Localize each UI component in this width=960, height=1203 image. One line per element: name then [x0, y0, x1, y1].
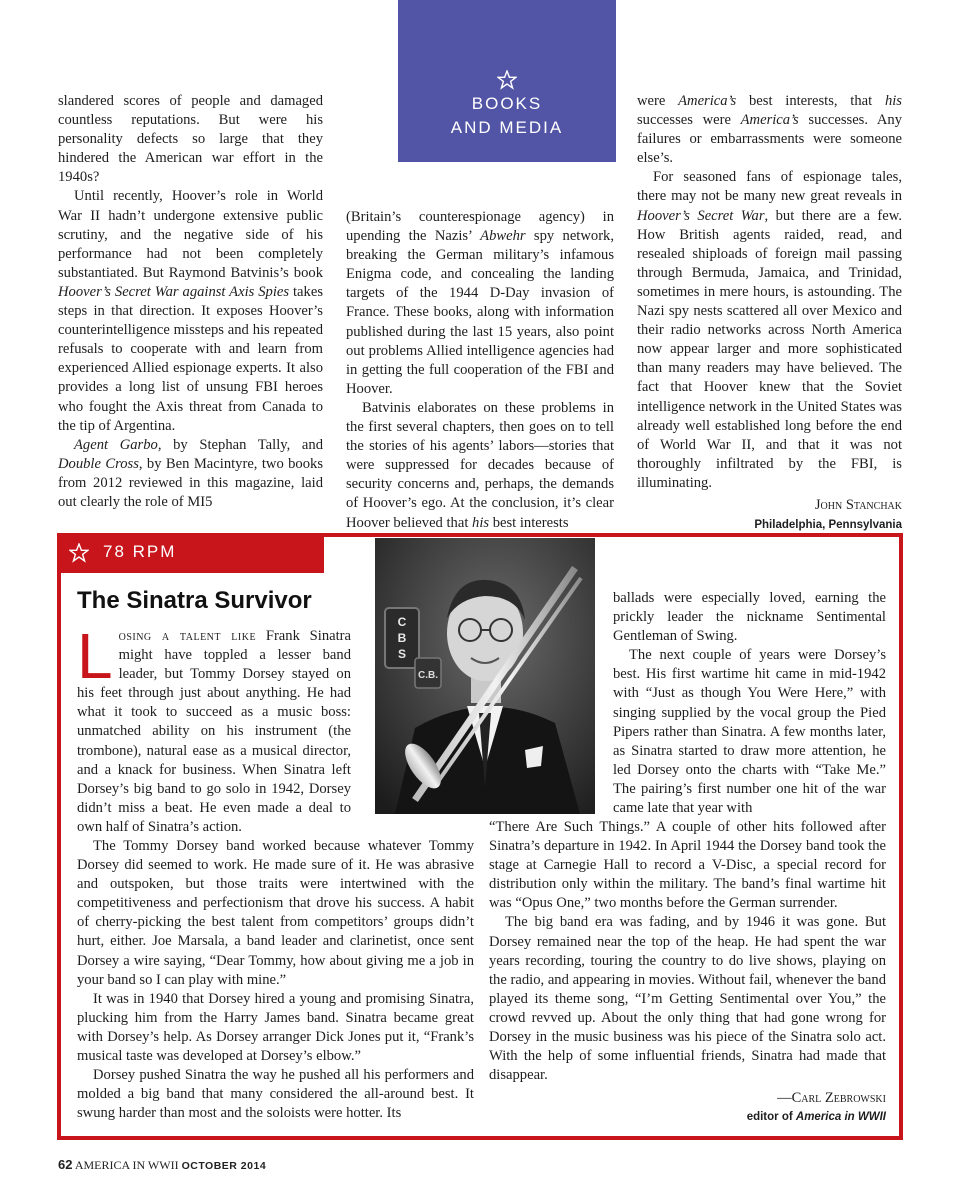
books-and-media-banner	[398, 0, 616, 162]
review-paragraph: slandered scores of people and damaged countless reputations. But were his personality defects so large that they hindered the American war effort in the 1940s?	[58, 93, 323, 186]
rpm-paragraph: “There Are Such Things.” A couple of other hits followed after Sinatra’s departure in 1942. In April 1944 the Dorsey band took the stage at Carnegie Hall to record a V-Disc, a special record for distribution only within the military. The band’s final wartime hit was “Opus One,” two months before the German surrender.	[489, 819, 886, 912]
mic-letter: B	[397, 631, 407, 645]
review-author-location: Philadelphia, Pennsylvania	[754, 519, 902, 532]
review-paragraph: For seasoned fans of espionage tales, there may not be many new great reveals in Hoover’s Secret War, but there are a few. How British agents raided, read, and resealed shiploads of foreign mail passing through Bermuda, Jamaica, and Trinidad, sometimes in mere hours, is astounding. The Nazi spy nests scattered all over Mexico and their radio networks across North America now appear larger and more sophisticated than many readers may have believed. The fact that Hoover knew that the Soviet intelligence network in the United States was already well established long before the end of World War II, and that it was not thoroughly infiltrated by the FBI, is illuminating.	[637, 169, 902, 491]
magazine-name: AMERICA IN WWII	[74, 1158, 179, 1172]
review-column-1	[58, 92, 323, 512]
review-column-2	[346, 208, 614, 533]
book-title: Hoover’s Secret War against Axis Spies	[58, 283, 290, 300]
rpm-paragraph: The big band era was fading, and by 1946 it was gone. But Dorsey remained near the top of the heap. He had spent the war years recording, touring the country to do live shows, playing on the radio, and appearing in movies. Without fail, whenever the band played its theme song, “I’m Getting Sentimental over You,” the crowd revved up. About the only thing that had gone wrong for Dorsey in the music business was his piece of the Sinatra solo act. With the help of some influential friends, Sinatra had made that disappear.	[489, 914, 886, 1084]
rpm-paragraph: ballads were especially loved, earning the prickly leader the nickname Sentimental Gentleman of Swing.	[613, 590, 886, 645]
rpm-paragraph: The Tommy Dorsey band worked because whatever Tommy Dorsey did seemed to work. He made sure of it. He was abrasive and outspoken, but those traits were intertwined with the competitiveness and perfectionism that drove his success. A habit of cherry-picking the best talent from competitors’ groups didn’t hurt, either. Joe Marsala, a band leader and clarinetist, once sent Dorsey a wire saying, “Dear Tommy, how about giving me a job in your band so I can play with mine.”	[77, 838, 474, 988]
rpm-column-left-bottom	[77, 837, 474, 1123]
book-title: Agent Garbo	[74, 436, 158, 453]
rpm-paragraph: The next couple of years were Dorsey’s best. His first wartime hit came in mid-1942 with “Just as though You Were Here,” with singing supplied by the vocal group the Pied Pipers rather than Sinatra. A few months later, as Sinatra started to draw more attention, he led Dorsey onto the charts with “Take Me.” The pairing’s first number one hit of the war came late that year with	[613, 647, 886, 817]
rpm-column-left-top	[77, 620, 351, 837]
article-title: The Sinatra Survivor	[77, 587, 312, 614]
mic-badge: C.B.	[418, 670, 438, 681]
rpm-paragraph: It was in 1940 that Dorsey hired a young and promising Sinatra, plucking him from the Harry James band. Sinatra became great with Dorsey’s help. As Dorsey arranger Dick Jones put it, “Frank’s musical taste was developed at Dorsey’s elbow.”	[77, 990, 474, 1065]
mic-letter: C	[397, 615, 407, 629]
review-paragraph: were America’s best interests, that his successes were America’s successes. Any failures or embarrassments were someone else’s.	[637, 93, 903, 167]
rpm-tab	[57, 533, 324, 573]
review-author: John Stanchak	[814, 496, 902, 513]
rpm-column-right-top	[613, 589, 886, 818]
rpm-paragraph: Dorsey pushed Sinatra the way he pushed all his performers and molded a big band that many considered the all-around best. It swung harder than most and the soloists were hotter. Its	[77, 1067, 474, 1122]
review-column-3	[637, 92, 902, 535]
star-icon	[69, 543, 89, 563]
rpm-paragraph: Losing a talent like Frank Sinatra might have toppled a lesser band leader, but Tommy Dorsey stayed on his feet through just about anything. He had what it took to succeed as a music boss: unmatched ability on his instrument (the trombone), natural ease as a musical director, and a knack for business. When Sinatra left Dorsey’s big band to go solo in 1942, Dorsey didn’t miss a beat. He even made a deal to own half of Sinatra’s action.	[77, 620, 351, 835]
star-icon	[497, 70, 517, 90]
mic-letter: S	[397, 647, 407, 661]
rpm-column-right-bottom	[489, 818, 886, 1128]
issue-date: OCTOBER 2014	[181, 1160, 267, 1172]
review-paragraph: (Britain’s counterespionage agency) in upending the Nazis’ Abwehr spy network, breaking the German military’s infamous Enigma code, and concealing the landing targets of the 1944 D-Day invasion of France. These books, along with information published during the last 15 years, also point out problems Allied intelligence agencies had in getting the full cooperation of the FBI and Hoover.	[346, 209, 614, 397]
book-title: Hoover’s Secret War	[637, 207, 765, 224]
drop-cap: L	[77, 620, 113, 692]
portrait-illustration	[375, 538, 595, 814]
review-paragraph: Batvinis elaborates on these problems in the first several chapters, then goes on to tell the stories of his agents’ labors—stories that were suppressed for decades because of security concerns and, perhaps, the demands of Hoover’s ego. At the conclusion, it’s clear Hoover believed that his best interests	[346, 399, 614, 531]
tommy-dorsey-photo	[375, 538, 595, 814]
page-number: 62	[58, 1157, 73, 1172]
book-title: Double Cross	[58, 455, 139, 472]
banner-line-2: AND MEDIA	[450, 118, 564, 137]
rpm-author: —Carl Zebrowski	[777, 1090, 886, 1107]
page-folio	[58, 1157, 266, 1173]
banner-line-1: BOOKS	[471, 94, 543, 113]
review-paragraph: Agent Garbo, by Stephan Tally, and Double Cross, by Ben Macintyre, two books from 2012 reviewed in this magazine, laid out clearly the role of MI5	[58, 436, 323, 510]
review-paragraph: Until recently, Hoover’s role in World War II hadn’t undergone extensive public scrutiny, and the negative side of his performance had not been completely substantiated. But Raymond Batvinis’s book Hoover’s Secret War against Axis Spies takes steps in that direction. It exposes Hoover’s counterintelligence missteps and his repeated refusals to cooperate with and learn from experienced Allied espionage experts. It also provides a long list of unsung FBI heroes who fought the Axis threat from Canada to the tip of Argentina.	[58, 188, 323, 434]
rpm-author-role: editor of America in WWII	[746, 1111, 886, 1124]
rpm-tab-label: 78 RPM	[103, 542, 177, 561]
